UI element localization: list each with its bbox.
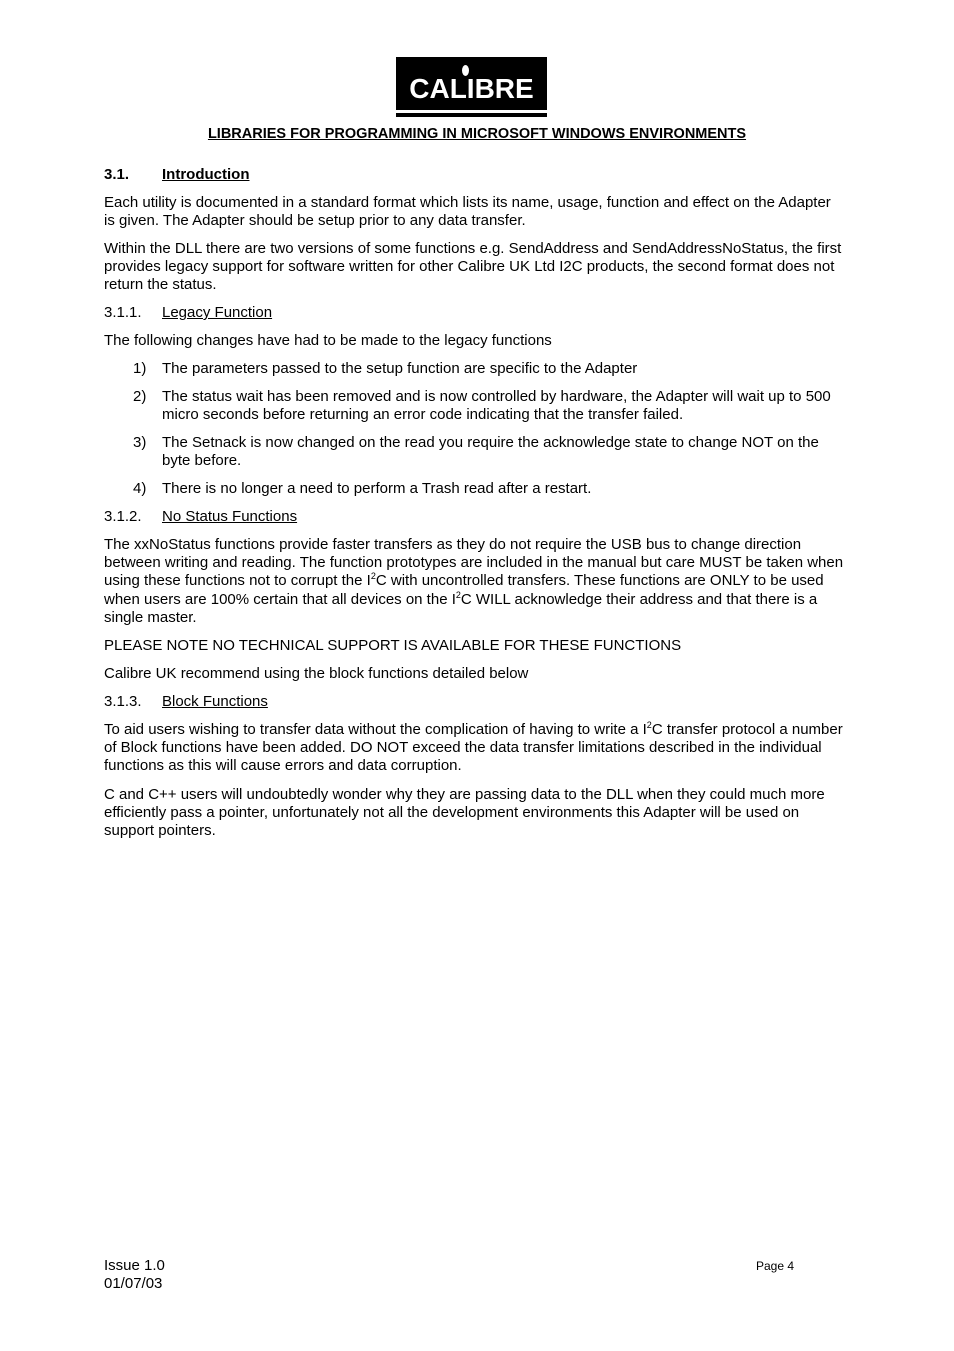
- block-paragraph-1: [104, 721, 844, 776]
- calibre-logo: [396, 57, 547, 117]
- section-number-3-1-1: 3.1.1.: [104, 304, 142, 321]
- list-item-text: There is no longer a need to perform a Trash read after a restart.: [162, 480, 592, 497]
- block-text-b: C transfer protocol a number of Block functions have been added. DO NOT exceed the data transfer limitations described in the individual functions as this will cause errors and data corruption.: [104, 721, 843, 775]
- section-heading-no-status-functions: No Status Functions: [162, 508, 298, 525]
- list-item-text: The status wait has been removed and is now controlled by hardware, the Adapter will wait up to 500 micro seconds before returning an error code indicating that the transfer failed.: [162, 388, 831, 424]
- nostatus-paragraph: [104, 536, 844, 627]
- block-text-a: To aid users wishing to transfer data without the complication of having to write a I: [104, 721, 647, 738]
- legacy-lead-paragraph: The following changes have had to be made to the legacy functions: [104, 332, 552, 349]
- list-item-number: 3): [133, 434, 147, 451]
- footer-issue: Issue 1.0: [104, 1257, 165, 1274]
- intro-paragraph-2: Within the DLL there are two versions of some functions e.g. SendAddress and SendAddressNoStatus, the first provides legacy support for software written for other Calibre UK Ltd I2C products, the second format does not return the status.: [104, 240, 842, 294]
- superscript-2: 2: [646, 720, 652, 730]
- nostatus-notice: PLEASE NOTE NO TECHNICAL SUPPORT IS AVAILABLE FOR THESE FUNCTIONS: [104, 637, 682, 654]
- section-number-3-1-2: 3.1.2.: [104, 508, 142, 525]
- section-number-3-1: 3.1.: [104, 166, 130, 183]
- section-number-3-1-3: 3.1.3.: [104, 693, 142, 710]
- nostatus-text-c: C WILL acknowledge their address and that there is a single master.: [104, 590, 818, 626]
- nostatus-text-b: C with uncontrolled transfers. These functions are ONLY to be used when users are 100% certain that all devices on the I: [104, 572, 824, 608]
- nostatus-recommendation: Calibre UK recommend using the block functions detailed below: [104, 665, 529, 682]
- superscript-2: 2: [455, 589, 461, 600]
- nostatus-text-a: The xxNoStatus functions provide faster transfers as they do not require the USB bus to change direction between writing and reading. The function prototypes are included in the manual but care MUST be taken when using these functions not to corrupt the I: [104, 536, 844, 590]
- logo-text: CALIBRE: [409, 73, 534, 104]
- section-heading-legacy-function: Legacy Function: [162, 304, 273, 321]
- section-heading-introduction: Introduction: [162, 166, 250, 183]
- list-item-text: The Setnack is now changed on the read you require the acknowledge state to change NOT on the byte before.: [162, 434, 819, 470]
- list-item-number: 1): [133, 360, 147, 377]
- logo-underline: [396, 110, 547, 113]
- list-item-number: 4): [133, 480, 147, 497]
- superscript-2: 2: [370, 571, 376, 582]
- document-title: LIBRARIES FOR PROGRAMMING IN MICROSOFT WINDOWS ENVIRONMENTS: [207, 126, 747, 142]
- list-item-number: 2): [133, 388, 147, 405]
- list-item-text: The parameters passed to the setup function are specific to the Adapter: [162, 360, 638, 377]
- intro-paragraph-1: Each utility is documented in a standard format which lists its name, usage, function and effect on the Adapter is given. The Adapter should be setup prior to any data transfer.: [104, 194, 831, 230]
- footer-issue-block: [104, 1257, 165, 1293]
- footer-date: 01/07/03: [104, 1275, 163, 1292]
- section-heading-block-functions: Block Functions: [162, 693, 268, 710]
- footer-page-number: Page 4: [756, 1259, 795, 1273]
- block-paragraph-2: C and C++ users will undoubtedly wonder why they are passing data to the DLL when they could much more efficiently pass a pointer, unfortunately not all the development environments this Adapter will be used on support pointers.: [104, 786, 825, 840]
